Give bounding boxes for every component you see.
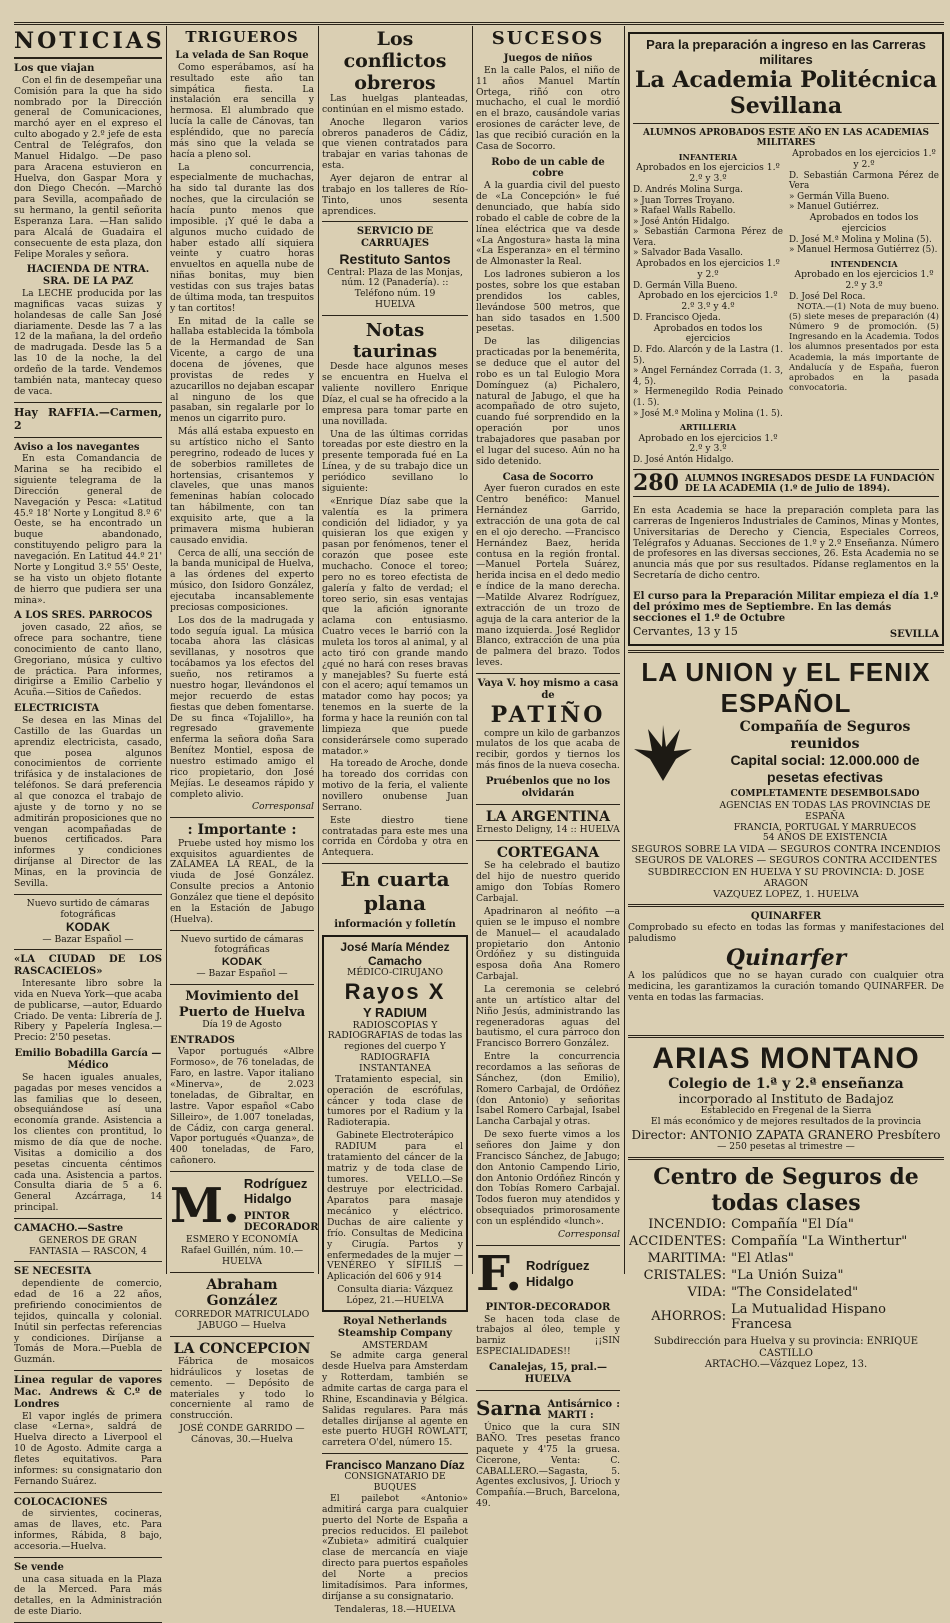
- ad-title: Rodríguez Hidalgo: [525, 1258, 590, 1289]
- ad-text: Aprobados en todos los ejercicios: [809, 211, 919, 234]
- student-name: » Rafael Walls Rabello.: [633, 206, 736, 217]
- student-name: » Angel Fernández Corrada (1. 3, 4, 5).: [633, 366, 783, 387]
- student-name: D. Germán Villa Bueno.: [633, 280, 738, 291]
- ad-text: El pailebot «Antonio» admitirá carga para cualquier puerto del Norte de España a precios reducidos. El pailebot «Zubieta» admitirá cualquier clase de mercancía en viaje directo para puertos españoles del Norte a precios limitadísimos. Para informes, diríjanse a su consignatario.: [322, 1492, 468, 1602]
- ad-text: — Bazar Español —: [196, 968, 288, 980]
- ad-text: 54 AÑOS DE EXISTENCIA: [762, 832, 888, 844]
- insurance-company: Compañía "El Día": [731, 1216, 854, 1232]
- ad-text: Capital social: 12.000.000 de pesetas efectivas: [730, 752, 920, 785]
- ad-text: CONSIGNATARIO DE BUQUES: [344, 1471, 446, 1494]
- ad-text: información y folletín: [334, 919, 456, 931]
- ad-text: AGENCIAS EN TODAS LAS PROVINCIAS DE ESPAÑA: [719, 799, 931, 822]
- ad-title: 280: [633, 469, 679, 496]
- ad-text: — 250 pesetas al trimestre —: [717, 1141, 855, 1152]
- student-name: » Hermenegildo Rodia Peinado (1. 5).: [633, 387, 783, 408]
- news-text: Las huelgas planteadas, continúan en el mismo estado.: [322, 93, 468, 115]
- ad-text: ALUMNOS INGRESADOS DESDE LA FUNDACIÓN DE LA ACADEMIA (1.º de Julio de 1894).: [684, 474, 935, 495]
- student-name: » Manuel Gutiérrez.: [789, 202, 879, 213]
- ad-title: Y RADIUM: [362, 1005, 428, 1021]
- ad-text: Se hacen toda clase de trabajos al óleo, temple y barniz ¡¡SIN ESPECIALIDADES!!: [476, 1313, 620, 1358]
- column-sucesos: [476, 28, 620, 1510]
- news-text: Los ladrones subieron a los postes, sobre los que estaban prendidos los cables, llevándose 500 metros, que han sido tasados en 1.500 pesetas.: [476, 269, 620, 335]
- news-text: Desde hace algunos meses se encuentra en Huelva el valiente novillero Enrique Díaz, el cual se ha ofrecido a la empresa para tomar parte en una novillada.: [322, 361, 468, 427]
- ad-text: Gabinete Electroterápico: [336, 1130, 454, 1142]
- ad-title: PATIÑO: [490, 701, 606, 728]
- initial-letter: M.: [170, 1177, 240, 1234]
- ad-text: Aprobados en los ejercicios 1.º 2.º y 3.º: [636, 162, 780, 185]
- ad-text: Rafael Guillén, núm. 10.—HUELVA: [180, 1245, 304, 1267]
- news-heading: Los que viajan: [14, 63, 95, 74]
- ad-text: Consulta diaria: Vázquez López, 21.—HUELVA: [337, 1284, 453, 1307]
- ad-text: Pruébenlos que no los olvidarán: [485, 776, 611, 799]
- ad-text: Aprobado en los ejercicios 1.º 2.º 3.º y 4.º: [638, 290, 778, 313]
- ad-text: Aprobados en todos los ejercicios: [653, 322, 763, 345]
- news-text: Entre la concurrencia recordamos a las señoras de Sánchez, (don Emilio), Romero Carbajal, de Ordóñez (don Antonio) y señoritas Isabel Romero Carbajal, Isabel Lancha Carbajal y otras.: [476, 1051, 620, 1128]
- ad-text: Compañía de Seguros reunidos: [739, 719, 911, 752]
- ad-title: Rodríguez Hidalgo: [243, 1175, 308, 1207]
- ad-text: NOTA.—(1) Nota de muy bueno. (5) siete meses de preparación (4) Número 9 de promoción. (5) Ingresando en la Academia. Todos los alumnos presentados por esta Academia, la más importante de Andalucía y de España, fueron aprobados en la pasada convocatoria.: [789, 302, 939, 393]
- insurance-type: CRISTALES:: [643, 1267, 727, 1283]
- ad-text: JOSÉ CONDE GARRIDO — Cánovas, 30.—Huelva: [179, 1423, 305, 1446]
- news-text: Una de las últimas corridas toreadas por este diestro en la presente temporada fué en La Línea, y de su trabajo dice un periódico sevillano lo siguiente:: [322, 428, 468, 494]
- insurance-company: Compañía "La Winthertur": [731, 1233, 908, 1249]
- ad-text: Único que la cura SIN BAÑO. Tres pesetas franco paquete y 4'75 la gruesa. Cicerone, Venta: C. CABALLERO.—Sagasta, 5. Agentes exclusivos, J. Urioch y Compañía.—Bruch, Barcelona, 49.: [476, 1422, 620, 1510]
- ad-text: Establecido en Fregenal de la Sierra: [700, 1105, 872, 1117]
- date-line: Día 19 de Agosto: [202, 1018, 282, 1030]
- news-text: La concurrencia, especialmente de muchachas, ha sido tal durante las dos noches, que la circulación se hacía punto menos que imposible. ¡Y qué le daba a algunos mucho cuidado de haber estado allí siquiera veinte y cuatro horas envueltos en aquella nube de niñas bonitas, muy bien vestidas con sus trajes batas de última moda, tan trespuitos y tan cortitos!: [170, 161, 314, 314]
- news-heading: ELECTRICISTA: [14, 703, 100, 715]
- news-text: Más allá estaba expuesto en su artístico nicho el Santo peregrino, rodeado de luces y de soberbios ramilletes de hortensias, crisantemos y claveles, que unas manos femeninas habían colocado tan hábilmente, con tan exquisito arte, que a la primavera misma hubieran causado envidia.: [170, 426, 314, 546]
- news-text: joven casado, 22 años, se ofrece para sochantre, tiene conocimiento de canto llano, Gregoriano, música y cultivo de práctica. Para informes, dirigirse a Emilio Carbelio y Acuña.—Sitios de Cañedos.: [14, 622, 162, 699]
- ad-text: VAZQUEZ LOPEZ, 1. HUELVA: [713, 889, 859, 901]
- news-heading: Casa de Socorro: [502, 471, 594, 483]
- ad-text: Fábrica de mosaicos hidráulicos y losetas de cemento. — Depósito de materiales y todo lo concerniente al ramo de construcción.: [170, 1356, 314, 1422]
- ad-title: Restituto Santos: [339, 251, 451, 268]
- student-name: » Sebastián Carmona Pérez de Vera.: [633, 227, 783, 248]
- byline: Corresponsal: [558, 1228, 620, 1240]
- ad-title: ARIAS MONTANO: [652, 1042, 920, 1076]
- column-divider: [318, 26, 319, 1274]
- ad-text: INTENDENCIA: [830, 258, 898, 269]
- ad-text: PINTOR-DECORADOR: [485, 1301, 611, 1313]
- ad-text: Colegio de 1.ª y 2.ª enseñanza: [668, 1076, 904, 1093]
- ad-text: El más económico y de mejores resultados de la provincia: [650, 1116, 922, 1128]
- ad-text: Central: Plaza de las Monjas, núm. 12 (Panadería). :: Teléfono núm. 19: [327, 266, 463, 300]
- section-title: SUCESOS: [491, 28, 605, 49]
- student-name: D. José Antón Hidalgo.: [633, 455, 734, 466]
- phoenix-icon: [628, 719, 698, 789]
- news-text: Ha toreado de Aroche, donde ha toreado dos corridas con motivo de la feria, el valiente novillero onubense Juan Serrano.: [322, 758, 468, 813]
- ad-text: Cervantes, 13 y 15: [633, 625, 738, 639]
- news-heading: COLOCACIONES: [14, 1496, 108, 1508]
- ad-text: Comprobado su efecto en todas las formas y manifestaciones del paludismo: [628, 922, 944, 945]
- ad-title: LA CONCEPCION: [173, 1340, 311, 1357]
- section-title: Notas taurinas: [352, 320, 438, 363]
- student-name: » Germán Villa Bueno.: [789, 191, 890, 202]
- section-title: CORTEGANA: [496, 844, 600, 861]
- insurance-company: "The Considelated": [731, 1284, 859, 1300]
- ad-text: incorporado al Instituto de Badajoz: [678, 1092, 894, 1107]
- ad-text: Tratamiento especial, sin operación de escrófulas, cáncer y toda clase de tumores por el Radium y la Radioterapia.: [327, 1073, 463, 1129]
- news-heading: HACIENDA DE NTRA. SRA. DE LA PAZ: [26, 264, 150, 288]
- news-heading: Se vende: [14, 1561, 64, 1573]
- news-text: Interesante libro sobre la vida en Nueva York—que acaba de publicarse, —autor, Eduardo Criado. De venta: Librería de J. Ribery y Papelería Inglesa.—Precio: 2'50 pesetas.: [14, 978, 162, 1044]
- student-name: » José M.ª Molina y Molina (1. 5).: [633, 408, 783, 419]
- news-text: dependiente de comercio, edad de 16 a 22 años, prefiriendo conocimientos de tejidos, quincalla y colonial. Inútil sin perfectas referencias y condiciones. Diríjanse a Tomás de Mora.—Puebla de Guzmán.: [14, 1278, 162, 1366]
- news-heading: Juegos de niños: [503, 53, 593, 64]
- notice-title: : Importante :: [187, 822, 297, 839]
- news-heading: ENTRADOS: [170, 1034, 235, 1046]
- ad-text: Se admite carga general desde Huelva para Amsterdam y Rotterdam, también se admite cartas de carga para el Rhine, Escandinavia y Bélgica. Salidas regulares. Para más detalles diríjanse al agente en este puerto HUGH ROWLATT, carretera O'del, número 15.: [322, 1350, 468, 1449]
- ad-text: Aprobado en los ejercicios 1.º 2.º y 3.º: [794, 269, 934, 292]
- ad-text: En esta Academia se hace la preparación completa para las carreras de Ingenieros Industriales de Caminos, Minas y Montes, Universitarias de Derecho y Ciencia, Especiales Correos, Telégrafos y Aduanas. Secciones de 1.º y 2.º Enseñanza. Número de profesores en las diversas secciones, 26. Esta Academia no se anuncia más que por sus resultados. Pídanse reglamentos en la Secretaría de dicho centro.: [633, 504, 939, 582]
- ad-title: LA ARGENTINA: [485, 808, 611, 825]
- ad-text: ESMERO Y ECONOMÍA: [186, 1234, 298, 1246]
- ad-text: Subdirección para Huelva y su provincia: ENRIQUE CASTILLO: [653, 1335, 919, 1359]
- ad-text: RADIOSCOPIAS Y RADIOGRAFIAS de todas las regiones del cuerpo Y RADIOGRAFIA INSTANTANEA: [327, 1019, 463, 1075]
- news-heading: A LOS SRES. PARROCOS: [14, 610, 153, 622]
- ad-title: Royal Netherlands Steamship Company: [337, 1315, 453, 1339]
- student-name: D. José M.ª Molina y Molina (5).: [789, 234, 932, 245]
- news-heading: La velada de San Roque: [175, 50, 309, 61]
- ad-text: PINTOR DECORADOR: [243, 1210, 319, 1234]
- column-trigueros: [170, 28, 319, 1446]
- ad-text: FRANCIA, PORTUGAL Y MARRUECOS: [733, 821, 917, 833]
- ad-title: KODAK: [66, 920, 110, 935]
- ad-text: HUELVA: [374, 299, 416, 311]
- ad-text: JABUGO — Huelva: [198, 1319, 286, 1331]
- ad-text: El curso para la Preparación Militar empieza el día 1.º del próximo mes de Septiembre. En las demás secciones el 1.º de Octubre: [633, 591, 939, 625]
- insurance-type: VIDA:: [687, 1284, 727, 1300]
- ad-text: SEGUROS DE VALORES — SEGUROS CONTRA ACCIDENTES: [634, 855, 938, 867]
- news-text: Como esperábamos, así ha resultado este año tan simpática fiesta. La instalación era sencilla y hermosa. El alumbrado que lucía la calle de Cánovas, tan espléndido, que no parecía más sino que la velada se hacía a pleno sol.: [170, 61, 314, 160]
- news-text: Apadrinaron al neófito —a quien se le impuso el nombre de Manuel— el acaudalado propietario don Antonio Ordóñez y su distinguida esposa doña Ana Romero Carbajal.: [476, 905, 620, 983]
- ad-text: Aprobados en los ejercicios 1.º y 2.º: [636, 257, 780, 280]
- student-name: D. José Del Roca.: [789, 291, 866, 302]
- news-text: Ayer dejaron de entrar al trabajo en los talleres de Río-Tinto, unos sesenta aprendices.: [322, 173, 468, 217]
- news-text: Los dos de la madrugada y todo seguía igual. La música tocaba ahora las clásicas sevillanas, y nosotros que tocábamos ya los efectos del sueño, nos retiramos a nuestro hogar, llevándonos el mejor recuerdo de estas fiestas que deben fomentarse. De su finca «Tojalillo», ha regresado gravemente enferma la señora doña Sara Benítez Montiel, esposa de nuestro estimado amigo el rico propietario, don José Mejías. Le deseamos rápido y completo alivio.: [170, 614, 314, 800]
- insurance-company: "La Unión Suiza": [731, 1267, 844, 1283]
- ad-text: AMSTERDAM: [362, 1339, 428, 1351]
- ad-text: Nuevo surtido de cámaras fotográficas: [180, 933, 304, 956]
- ad-title: La Academia Politécnica Sevillana: [635, 67, 937, 119]
- news-text: Se ha celebrado el bautizo del hijo de nuestro querido amigo don Tobías Romero Carbajal.: [476, 860, 620, 905]
- ad-text: CORREDOR MATRICULADO: [174, 1308, 310, 1320]
- ad-title: Rayos X: [344, 979, 446, 1005]
- ad-text: Tendaleras, 18.—HUELVA: [334, 1603, 456, 1615]
- news-text: De sexo fuerte vimos a los señores don Jaime y don Francisco Sánchez, de Jabugo; don Antonio Campendo Lirio, don Antonio Ordóñez Rincón y don Tobías Romero Carbajal. Todos fueron muy atendidos y obsequiados primorosamente con un espléndido «lunch».: [476, 1129, 620, 1227]
- ad-text: SEVILLA: [889, 629, 939, 641]
- news-text: Ayer fueron curados en este Centro benéfico: Manuel Hernández Garrido, extracción de una gota de cal en el ojo derecho. —Francisco Hernández Baez, herida contusa en la región frontal. —Manuel Portela Suárez, herida incisa en el dedo medio e índice de la mano derecha. —Matilde Alvarez Rodríguez, extracción de un trozo de aguja de la cara anterior de la mano izquierda. José Reglidor Blanco, extracción de una púa de palmera del brazo. Todos leves.: [476, 483, 620, 669]
- ad-text: MÉDICO-CIRUJANO: [346, 967, 444, 979]
- ad-title: LA UNION y EL FENIX ESPAÑOL: [641, 657, 931, 719]
- column-divider: [624, 26, 625, 1274]
- ad-text: ARTILLERIA: [679, 422, 737, 433]
- insurance-type: MARITIMA:: [647, 1250, 727, 1266]
- ad-text: — Bazar Español —: [42, 933, 134, 945]
- news-heading: Hay RAFFIA.—Carmen, 2: [14, 405, 162, 432]
- ad-text: COMPLETAMENTE DESEMBOLSADO: [730, 789, 920, 800]
- student-name: D. Francisco Ojeda.: [633, 312, 721, 323]
- ad-title: Sarna: [476, 1396, 542, 1421]
- insurance-type: INCENDIO:: [648, 1216, 727, 1232]
- news-heading: «LA CIUDAD DE LOS RASCACIELOS»: [14, 954, 162, 978]
- ad-text: SEGUROS SOBRE LA VIDA — SEGUROS CONTRA INCENDIOS: [631, 844, 941, 856]
- ad-title: José María Méndez Camacho: [340, 940, 450, 969]
- section-title: TRIGUEROS: [185, 28, 299, 46]
- ad-text: Director: ANTONIO ZAPATA GRANERO Presbítero: [631, 1128, 941, 1142]
- ad-title: Para la preparación a ingreso en las Carreras militares: [646, 37, 926, 67]
- ad-title: En cuarta plana: [340, 867, 450, 915]
- student-name: » Manuel Hermosa Gutiérrez (5).: [789, 245, 938, 256]
- news-text: La ceremonia se celebró ante un artístico altar del Niño Jesús, administrando las regeneradoras aguas del bautismo, el cura párroco don Francisco Borrero González.: [476, 983, 620, 1050]
- news-heading: CAMACHO.—Sastre: [14, 1222, 124, 1234]
- column-ads: [628, 28, 944, 1371]
- news-text: Anoche llegaron varios obreros panaderos de Cádiz, que vienen contratados para trabajar en varias tahonas de esta.: [322, 116, 468, 172]
- news-text: una casa situada en la Plaza de la Merced. Para más detalles, en la Administración de este Diario.: [14, 1573, 162, 1618]
- ad-sarna: [476, 1395, 620, 1424]
- news-text: En la calle Palos, el niño de 11 años Manuel Martín Ortega, riñó con otro muchacho, el cual le mordió en el brazo, causándole varias erosiones de carácter leve, de las que recibió curación en la Casa de Socorro.: [476, 64, 620, 152]
- ad-quinarfer: [628, 911, 944, 1031]
- ad-text: Antisárnico : MARTI :: [547, 1398, 620, 1422]
- news-text: Este diestro tiene contratadas para este mes una corrida en Córdoba y otra en Antequera.: [322, 814, 468, 859]
- section-title: Los conflictos obreros: [343, 28, 447, 94]
- news-heading: Linea regular de vapores Mac. Andrews & C.º de Londres: [14, 1375, 162, 1410]
- news-text: El vapor inglés de primera clase «Lerna», saldrá de Huelva directo a Liverpool el 10 de Agosto. Admite carga a fletes equitativos. Para informes: su consignatario don Fernando Suárez.: [14, 1410, 162, 1487]
- student-name: » José Antón Hidalgo.: [633, 216, 730, 227]
- news-text: En mitad de la calle se hallaba establecida la tómbola de la Hermandad de San Vicente, a cargo de una docena de jóvenes, que provistas de redes y azucarillos no dejaban escapar al ninguno de los que pasaban, sin regalarle por lo menos un cigarrito puro.: [170, 315, 314, 425]
- ad-text: Vaya V. hoy mismo a casa de: [477, 678, 619, 701]
- news-text: En esta Comandancia de Marina se ha recibido el siguiente telegrama de la Dirección general de Navegación y Pesca: «Latitud 45.º 18' Norte y Longitud 8.º 6' Oeste, se ha encontrado un buque abandonado, constituyendo peligro para la navegación. En Latitud 44.º 21' Norte y Longitud 3.º 55' Oeste, se ha visto un objeto flotante de hierro que pudiera ser una mina».: [14, 453, 162, 606]
- student-name: D. Fdo. Alarcón y de la Lastra (1. 5).: [633, 345, 783, 366]
- column-divider: [472, 26, 473, 1274]
- ad-title: KODAK: [221, 956, 263, 969]
- news-heading: Emilio Bobadilla García — Médico: [14, 1048, 162, 1071]
- ad-text: ALUMNOS APROBADOS ESTE AÑO EN LAS ACADEMIAS MILITARES: [642, 128, 930, 148]
- insurance-type: ACCIDENTES:: [629, 1233, 727, 1249]
- insurance-company: "El Atlas": [731, 1250, 794, 1266]
- news-text: de sirvientes, cocineras, amas de llaves, etc. Para informes, Rábida, 8 bajo, accesoria.—Huelva.: [14, 1508, 162, 1552]
- ad-text: Aprobado en los ejercicios 1.º 2.º y 3.º: [638, 432, 778, 455]
- ad-text: Canalejas, 15, pral.—HUELVA: [489, 1361, 607, 1385]
- ad-text: A los palúdicos que no se hayan curado con cualquier otra medicina, les garantizamos la curación tomando QUINARFER. De venta en todas las farmacias.: [628, 970, 944, 1003]
- ad-title: Quinarfer: [725, 945, 847, 971]
- news-heading: Aviso a los navegantes: [14, 441, 140, 453]
- student-name: D. Andrés Molina Surga.: [633, 185, 743, 196]
- insurance-table: [628, 1216, 944, 1333]
- section-title: Movimiento del Puerto de Huelva: [178, 989, 306, 1020]
- news-text: Con el fin de desempeñar una Comisión para la que ha sido nombrado por la Dirección general de Comunicaciones, marchó ayer en el expreso el culto abogado y 2.º jefe de esta Central de Telégrafos, don Manuel Hidalgo. —De paso para Aracena estuvieron en Huelva, don Gaspar Mora y don Diego Checón. —Marchó para Sevilla, acompañado de su hermano, la gentil señorita Esperanza Lara. —Han salido para Alcalá de Guadaira el consecuente de esta plaza, don Felipe Morales y señora.: [14, 74, 162, 260]
- news-text: «Enrique Díaz sabe que la valentía es la primera condición del lidiador, y ya quisieran los que exigen y pasan por fenómenos, tener el corazón que posee este muchacho. Conoce el toreo; pero no es toreo efectista de galería y falto de verdad; el toreo serio, sin esas ventajas que la afición ignorante aclama con entusiasmo. Cuatro veces le barrió con la muleta los toros al animal, y al acto tiró con grande mando ¿qué no hará con reses bravas y manejables? Su fuerte está con el acero; aquí temamos un matador como hay pocos; ya tenemos en la suerte de la forma y hace la reunión con tal limpieza que puede considerársele como superado matador.»: [322, 495, 468, 757]
- column-noticias: [14, 28, 165, 1618]
- column-conflictos: [322, 28, 468, 1615]
- ad-text: compre un kilo de garbanzos mulatos de los que acaba de recibir, gordos y tiernos los más finos de la nueva cosecha.: [476, 727, 620, 772]
- news-text: De las diligencias practicadas por la benemérita, se deduce que el autor del robo es un tal Eulogio Mora Domínguez (a) Pichalero, natural de Jabugo, el que ha acompañado de otro sujeto, cuando fué sorprendido en la operación por unos trabajadores que pasaban por el lugar del suceso. Aún no ha sido detenido.: [476, 336, 620, 467]
- ad-text: INFANTERIA: [678, 152, 738, 162]
- news-text: Se hacen iguales anuales, pagadas por meses vencidos a las familias que lo deseen, obsequiándose así una economía grande. Asistencia a los clientes con prontitud, lo mismo de día que de noche. Visitas a domicilio a dos pesetas cincuenta céntimos cada una. Asistencia a partos. Consulta diaria de 5 a 6. General Azcárraga, 14 principal.: [14, 1071, 162, 1214]
- ad-title: Centro de Seguros de todas clases: [653, 1163, 919, 1216]
- byline: Corresponsal: [252, 801, 314, 813]
- ad-text: Ernesto Deligny, 14 :: HUELVA: [476, 824, 620, 836]
- student-name: » Juan Torres Troyano.: [633, 195, 735, 206]
- ad-text: Aprobados en los ejercicios 1.º y 2.º: [792, 148, 936, 170]
- column-divider: [166, 26, 167, 1274]
- insurance-type: AHORROS:: [651, 1309, 727, 1325]
- news-text: Cerca de allí, una sección de la banda municipal de Huelva, a las órdenes del experto músico, don Isidoro González, ejecutaba incansablemente preciosas composiciones.: [170, 547, 314, 613]
- student-name: D. Sebastián Carmona Pérez de Vera: [789, 170, 939, 192]
- initial-letter: F.: [476, 1245, 522, 1302]
- ad-text: SERVICIO DE CARRUAJES: [356, 226, 434, 250]
- ad-title: Francisco Manzano Díaz: [325, 1458, 465, 1473]
- ad-rodriguez: [170, 1175, 319, 1235]
- insurance-company: La Mutualidad Hispano Francesa: [731, 1301, 886, 1332]
- ad-title: Abraham González: [206, 1276, 278, 1310]
- news-heading: SE NECESITA: [14, 1266, 92, 1278]
- ad-rodriguez: [476, 1245, 620, 1302]
- ad-text: ARTACHO.—Vázquez Lopez, 13.: [704, 1359, 868, 1371]
- news-text: Se desea en las Minas del Castillo de las Guardas un aprendiz electricista, casado, que posea algunos conocimientos de corriente trifásica y de instalaciones de teléfonos. Se dará preferencia al que conozca el trabajo de ajuste y de torno y no se admitirán proposiciones que no vengan acompañadas de buenos certificados. Para informes y condiciones diríjanse al Director de las Minas, en la provincia de Sevilla.: [14, 714, 162, 889]
- news-text: La LECHE producida por las magnificas vacas suizas y holandesas de calle San José diariamente. Desde las 7 a las 12 de la mañana, la del ordeño de madrugada. Desde las 5 a las 10 de la noche, la del ordeño de la tarde. Vendemos también nata, mantecay queso de vaca.: [14, 288, 162, 397]
- student-name: » Salvador Bada Vasallo.: [633, 248, 743, 259]
- news-text: Vapor portugués «Albre Formoso», de 76 toneladas, de Faro, en lastre. Vapor italiano «Minerva», de 2.023 toneladas, de Gibraltar, en lastre. Vapor español «Cabo Silleiro», de 1.007 toneladas, de Cádiz, con carga general. Vapor portugués «Quanza», de 400 toneladas, de Faro, cañonero.: [170, 1046, 314, 1167]
- ad-text: GENEROS DE GRAN FANTASIA — RASCON, 4: [29, 1234, 147, 1257]
- ad-text: RADIUM para el tratamiento del cáncer de la matriz y de toda clase de tumores. VELLO.—Se destruye por electricidad. Aparatos para masaje mecánico y eléctrico. Duchas de aire caliente y frío. Consultas de Medicina y Cirugía. Partos y enfermedades de la mujer — VENÉREO Y SÍFILIS — Aplicación del 606 y 914: [327, 1141, 463, 1283]
- ad-text: SUBDIRECCION EN HUELVA Y SU PROVINCIA: D. JOSE ARAGON: [647, 866, 925, 889]
- news-text: A la guardia civil del puesto de «La Concepción» le fué denunciado, que había sido robado el cable de cobre de la línea eléctrica que va desde «La Angostura» hasta la mina «La Esperanza» en el término de Almonaster la Real.: [476, 180, 620, 268]
- ad-text: QUINARFER: [750, 911, 822, 923]
- section-title: NOTICIAS: [14, 28, 162, 59]
- news-text: Pruebe usted hoy mismo los exquisitos aguardientes de ZALAMEA LA REAL, de la viuda de José González. Consulte precios a Antonio González que tiene el depósito en la Estación de Jabugo (Huelva).: [170, 837, 314, 925]
- top-border: [14, 22, 944, 25]
- ad-text: Nuevo surtido de cámaras fotográficas: [26, 897, 150, 920]
- news-heading: Robo de un cable de cobre: [491, 156, 605, 180]
